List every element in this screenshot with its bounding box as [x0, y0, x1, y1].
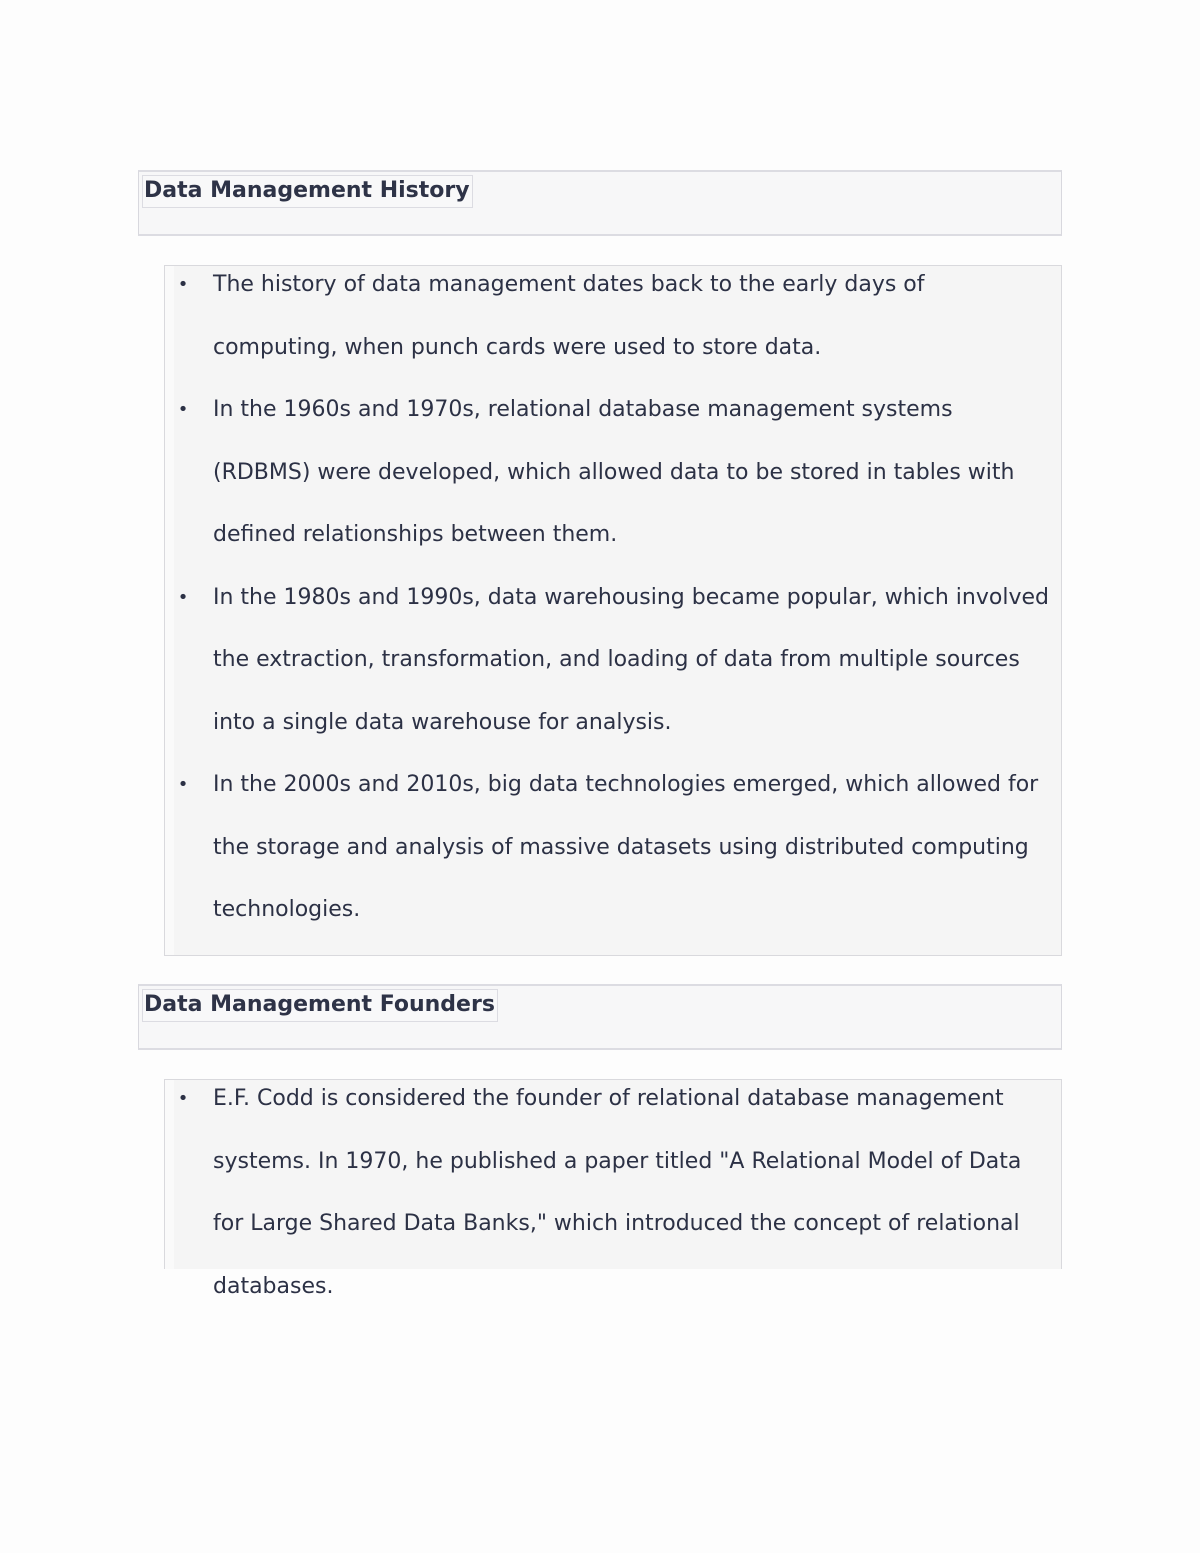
section-heading-history: Data Management History — [142, 175, 473, 208]
list-item-text: In the 2000s and 2010s, big data technologies emerged, which allowed for the storage and analysis of massive datasets using distributed computing technologies. — [213, 772, 1039, 922]
list-item-text: The history of data management dates back to the early days of computing, when punch cards were used to store data. — [213, 272, 925, 360]
bullet-icon: • — [177, 1088, 189, 1109]
list-item-text: E.F. Codd is considered the founder of relational database management systems. In 1970, he published a paper titled "A Relational Model of Data for Large Shared Data Banks," which introduced the concept of relational databases. — [213, 1086, 1022, 1299]
list-item — [165, 379, 1061, 567]
section-heading-founders: Data Management Founders — [142, 989, 498, 1022]
bullet-list-box-history — [164, 265, 1062, 956]
bullet-list-box-founders — [164, 1079, 1062, 1299]
list-item — [165, 567, 1061, 755]
bullet-icon: • — [177, 399, 189, 420]
bullet-list-history — [165, 254, 1061, 942]
list-item — [165, 754, 1061, 942]
list-item-text: In the 1960s and 1970s, relational database management systems (RDBMS) were developed, which allowed data to be stored in tables with defined relationships between them. — [213, 397, 1015, 547]
section-heading-box-history — [138, 170, 1062, 236]
bullet-list-founders — [165, 1068, 1061, 1318]
bullet-icon: • — [177, 274, 189, 295]
list-item-text: In the 1980s and 1990s, data warehousing became popular, which involved the extraction, transformation, and loading of data from multiple sources into a single data warehouse for analysis. — [213, 584, 1049, 735]
bullet-icon: • — [177, 586, 189, 608]
list-item — [165, 1068, 1061, 1318]
section-heading-box-founders — [138, 984, 1062, 1050]
list-item — [165, 254, 1061, 379]
bullet-icon: • — [177, 774, 189, 795]
